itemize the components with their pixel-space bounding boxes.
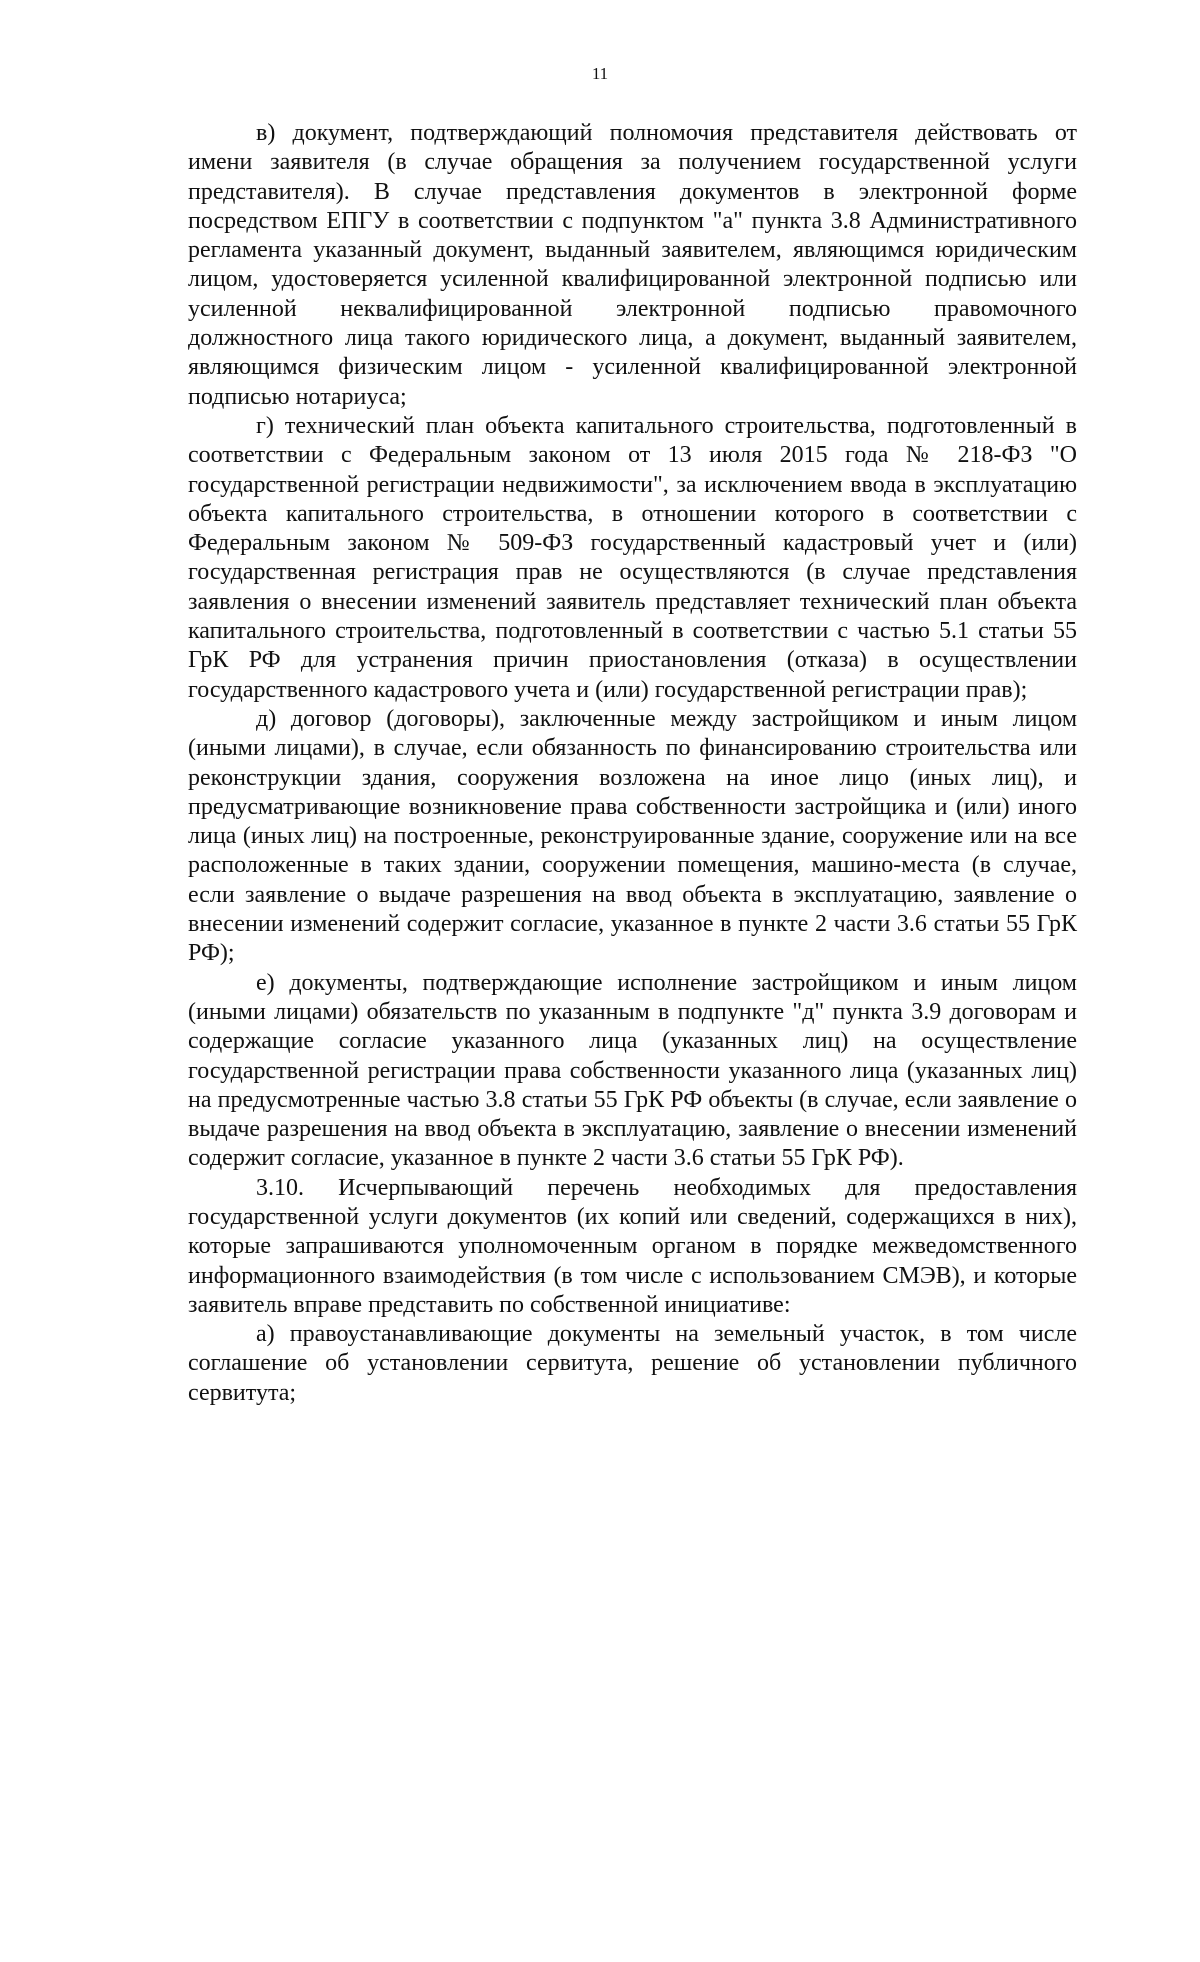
paragraph-a-land-title-documents: а) правоустанавливающие документы на земельный участок, в том числе соглашение об установлении сервитута, решение об установлении публичного сервитута;	[188, 1321, 1077, 1406]
document-body	[188, 119, 1077, 1408]
paragraph-e-obligation-fulfillment-documents: е) документы, подтверждающие исполнение застройщиком и иным лицом (иными лицами) обязательств по указанным в подпункте "д" пункта 3.9 договорам и содержащие согласие указанного лица (указанных лиц) на осуществление государственной регистрации права собственности указанного лица (указанных лиц) на предусмотренные частью 3.8 статьи 55 ГрК РФ объекты (в случае, если заявление о выдаче разрешения на ввод объекта в эксплуатацию, заявление о внесении изменений содержит согласие, указанное в пункте 2 части 3.6 статьи 55 ГрК РФ).	[188, 969, 1077, 1172]
paragraph-g-technical-plan: г) технический план объекта капитального строительства, подготовленный в соответствии с Федеральным законом от 13 июля 2015 года № 218-ФЗ "О государственной регистрации недвижимости", за исключением ввода в эксплуатацию объекта капитального строительства, в отношении которого в соответствии с Федеральным законом № 509-ФЗ государственный кадастровый учет и (или) государственная регистрация прав не осуществляются (в случае представления заявления о внесении изменений заявитель представляет технический план объекта капитального строительства, подготовленный в соответствии с частью 5.1 статьи 55 ГрК РФ для устранения причин приостановления (отказа) в осуществлении государственного кадастрового учета и (или) государственной регистрации прав);	[188, 412, 1077, 703]
paragraph-3-10-interagency-documents: 3.10. Исчерпывающий перечень необходимых для предоставления государственной услуги документов (их копий или сведений, содержащихся в них), которые запрашиваются уполномоченным органом в порядке межведомственного информационного взаимодействия (в том числе с использованием СМЭВ), и которые заявитель вправе представить по собственной инициативе:	[188, 1174, 1077, 1318]
paragraph-v-representative-authority-document: в) документ, подтверждающий полномочия представителя действовать от имени заявителя (в случае обращения за получением государственной услуги представителя). В случае представления документов в электронной форме посредством ЕПГУ в соответствии с подпунктом "а" пункта 3.8 Административного регламента указанный документ, выданный заявителем, являющимся юридическим лицом, удостоверяется усиленной квалифицированной электронной подписью или усиленной неквалифицированной электронной подписью правомочного должностного лица такого юридического лица, а документ, выданный заявителем, являющимся физическим лицом - усиленной квалифицированной электронной подписью нотариуса;	[188, 120, 1077, 410]
page-number: 11	[591, 64, 609, 83]
paragraph-d-financing-contracts: д) договор (договоры), заключенные между застройщиком и иным лицом (иными лицами), в случае, если обязанность по финансированию строительства или реконструкции здания, сооружения возложена на иное лицо (иных лиц), и предусматривающие возникновение права собственности застройщика и (или) иного лица (иных лиц) на построенные, реконструированные здание, сооружение или на все расположенные в таких здании, сооружении помещения, машино-места (в случае, если заявление о выдаче разрешения на ввод объекта в эксплуатацию, заявление о внесении изменений содержит согласие, указанное в пункте 2 части 3.6 статьи 55 ГрК РФ);	[188, 705, 1077, 967]
